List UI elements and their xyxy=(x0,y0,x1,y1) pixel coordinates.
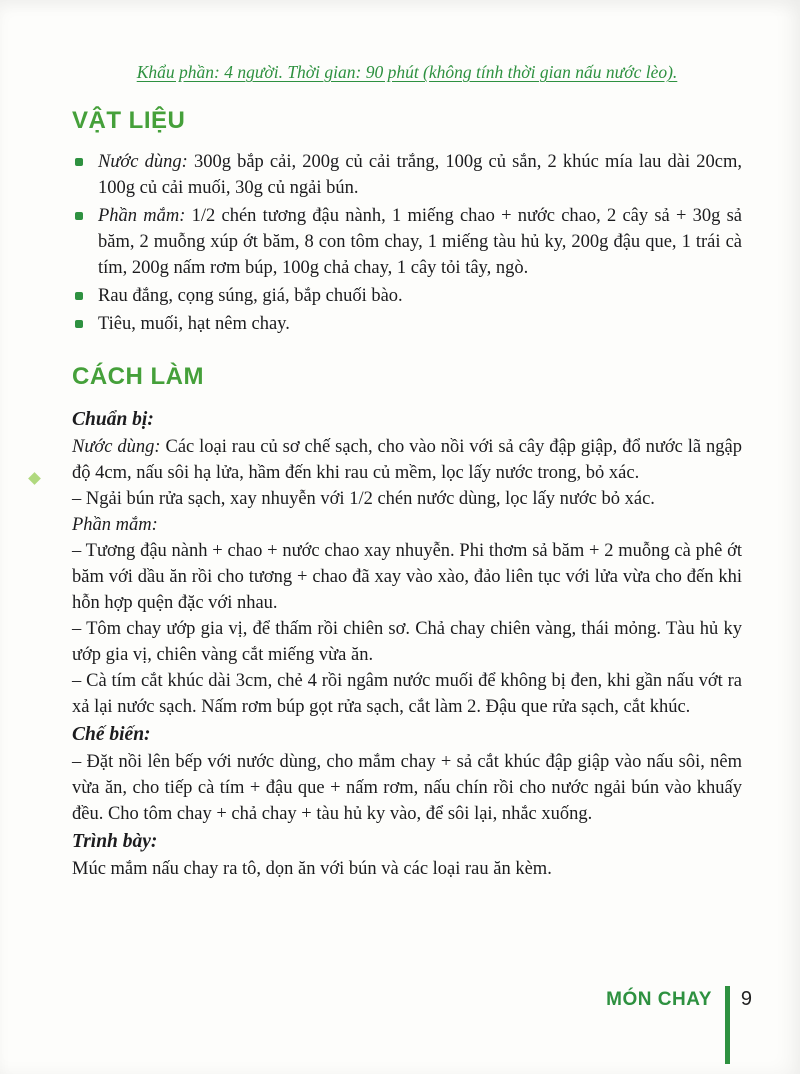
margin-mark-icon xyxy=(28,472,41,485)
ingredients-heading: VẬT LIỆU xyxy=(72,107,186,134)
ingredient-item xyxy=(72,283,742,309)
bullet-icon xyxy=(75,158,83,166)
method-subheading: Chuẩn bị: xyxy=(72,409,154,430)
step-text: – Ngải bún rửa sạch, xay nhuyễn với 1/2 chén nước dùng, lọc lấy nước bỏ xác. xyxy=(72,489,655,509)
ingredient-lead: Phần mắm: xyxy=(98,206,186,226)
ingredient-item xyxy=(72,203,742,281)
ingredient-text: 1/2 chén tương đậu nành, 1 miếng chao + nước chao, 2 cây sả + 30g sả băm, 2 muỗng xúp ớt băm, 8 con tôm chay, 1 miếng tàu hủ ky, 200g đậu que, 1 trái cà tím, 200g nấm rơm búp, 100g chả chay, 1 cây tỏi tây, ngò. xyxy=(98,206,742,278)
method-heading: CÁCH LÀM xyxy=(72,363,204,390)
method-step xyxy=(72,749,742,827)
bullet-icon xyxy=(75,320,83,328)
method-section xyxy=(72,405,742,882)
step-lead: Nước dùng: xyxy=(72,437,161,457)
step-text: – Cà tím cắt khúc dài 3cm, chẻ 4 rồi ngâm nước muối để không bị đen, khi gần nấu vớt ra xả lại nước sạch. Nấm rơm búp gọt rửa sạch, cắt làm 2. Đậu que rửa sạch, cắt khúc. xyxy=(72,671,742,717)
method-subheading: Trình bày: xyxy=(72,831,158,852)
ingredient-item xyxy=(72,311,742,337)
step-text: Múc mắm nấu chay ra tô, dọn ăn với bún và các loại rau ăn kèm. xyxy=(72,859,552,879)
step-text: – Tương đậu nành + chao + nước chao xay nhuyễn. Phi thơm sả băm + 2 muỗng cà phê ớt băm với dầu ăn rồi cho tương + chao đã xay vào xào, đảo liên tục với lửa vừa cho đến khi hỗn hợp quện đặc với nhau. xyxy=(72,541,742,613)
method-sublabel: Phần mắm: xyxy=(72,515,158,535)
method-step xyxy=(72,616,742,668)
ingredient-item xyxy=(72,149,742,201)
method-step xyxy=(72,486,742,512)
chapter-label: MÓN CHAY xyxy=(606,989,712,1010)
ingredient-text: 300g bắp cải, 200g củ cải trắng, 100g củ sắn, 2 khúc mía lau dài 20cm, 100g củ cải muối, 30g củ ngải bún. xyxy=(98,152,742,198)
bullet-icon xyxy=(75,212,83,220)
step-text: – Đặt nồi lên bếp với nước dùng, cho mắm chay + sả cắt khúc đập giập vào nấu sôi, nêm vừa ăn, cho tiếp cà tím + đậu que + nấm rơm, nấu chín rồi cho nước ngải bún vào khuấy đều. Cho tôm chay + chả chay + tàu hủ ky vào, để sôi lại, nhắc xuống. xyxy=(72,752,742,824)
ingredient-text: Rau đắng, cọng súng, giá, bắp chuối bào. xyxy=(98,286,403,306)
ingredients-list xyxy=(72,149,742,337)
method-step xyxy=(72,856,742,882)
step-text: Các loại rau củ sơ chế sạch, cho vào nồi với sả cây đập giập, đổ nước lã ngập độ 4cm, nấu sôi hạ lửa, hầm đến khi rau củ mềm, lọc lấy nước trong, bỏ xác. xyxy=(72,437,742,483)
footer-divider xyxy=(725,986,730,1064)
method-subheading: Chế biến: xyxy=(72,724,151,745)
step-text: – Tôm chay ướp gia vị, để thấm rồi chiên sơ. Chả chay chiên vàng, thái mỏng. Tàu hủ ky ướp gia vị, chiên vàng cắt miếng vừa ăn. xyxy=(72,619,742,665)
bullet-icon xyxy=(75,292,83,300)
method-step xyxy=(72,668,742,720)
method-step xyxy=(72,538,742,616)
ingredient-text: Tiêu, muối, hạt nêm chay. xyxy=(98,314,290,334)
page-number: 9 xyxy=(740,988,752,1010)
method-step xyxy=(72,434,742,486)
ingredient-lead: Nước dùng: xyxy=(98,152,188,172)
serving-time-line: Khẩu phần: 4 người. Thời gian: 90 phút (không tính thời gian nấu nước lèo). xyxy=(136,62,678,82)
page-footer xyxy=(606,986,752,1064)
